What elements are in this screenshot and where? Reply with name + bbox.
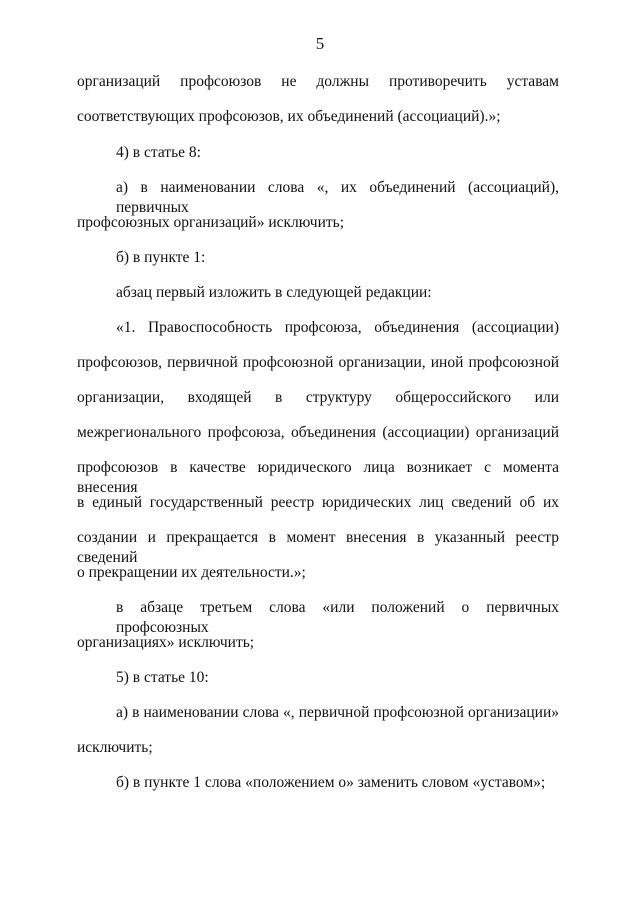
text-line: а) в наименовании слова «, их объединений (ассоциаций), первичных bbox=[116, 179, 559, 216]
text-line: организации, входящей в структуру общероссийского или bbox=[77, 389, 559, 406]
text-line: абзац первый изложить в следующей редакции: bbox=[116, 284, 432, 301]
text-line: создании и прекращается в момент внесения в указанный реестр сведений bbox=[77, 529, 559, 566]
text-line: организаций профсоюзов не должны противоречить уставам bbox=[77, 73, 559, 90]
text-line: профсоюзных организаций» исключить; bbox=[77, 214, 345, 231]
text-line: 5) в статье 10: bbox=[116, 669, 209, 686]
text-line: профсоюзов в качестве юридического лица возникает с момента внесения bbox=[77, 459, 559, 496]
text-line: б) в пункте 1 слова «положением о» заменить словом «уставом»; bbox=[116, 774, 546, 791]
text-line: исключить; bbox=[77, 739, 153, 756]
text-line: соответствующих профсоюзов, их объединений (ассоциаций).»; bbox=[77, 108, 501, 125]
text-line: б) в пункте 1: bbox=[116, 249, 206, 266]
text-line: в абзаце третьем слова «или положений о первичных профсоюзных bbox=[116, 599, 559, 636]
text-line: межрегионального профсоюза, объединения (ассоциации) организаций bbox=[77, 424, 559, 441]
page-number: 5 bbox=[315, 34, 325, 53]
text-line: профсоюзов, первичной профсоюзной организации, иной профсоюзной bbox=[77, 354, 559, 371]
text-line: «1. Правоспособность профсоюза, объединения (ассоциации) bbox=[116, 319, 559, 336]
text-line: о прекращении их деятельности.»; bbox=[77, 564, 306, 581]
text-line: организациях» исключить; bbox=[77, 634, 255, 651]
text-line: 4) в статье 8: bbox=[116, 144, 201, 161]
text-line: а) в наименовании слова «, первичной профсоюзной организации» bbox=[116, 704, 559, 721]
text-line: в единый государственный реестр юридических лиц сведений об их bbox=[77, 494, 559, 511]
